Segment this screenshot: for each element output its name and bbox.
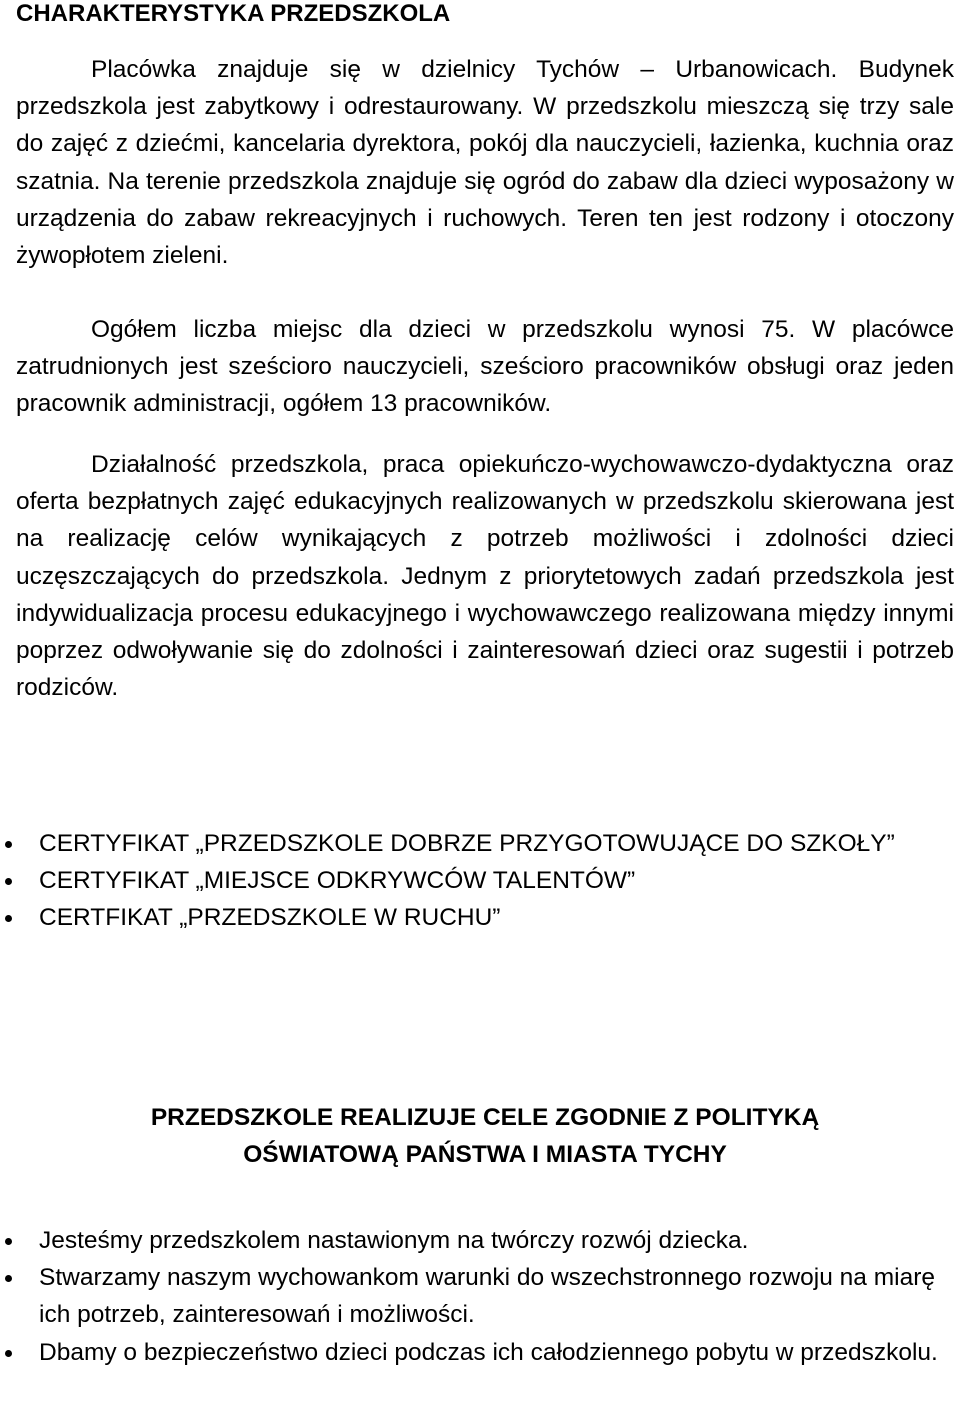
policy-heading-line1: PRZEDSZKOLE REALIZUJE CELE ZGODNIE Z POLITYKĄ <box>150 1104 820 1131</box>
paragraph-location: Placówka znajduje się w dzielnicy Tychów – Urbanowicach. Budynek przedszkola jest zabytkowy i odrestaurowany. W przedszkolu mieszczą się trzy sale do zajęć z dziećmi, kancelaria dyrektora, pokój dla nauczycieli, łazienka, kuchnia oraz szatnia. Na terenie przedszkola znajduje się ogród do zabaw dla dzieci wyposażony w urządzenia do zabaw rekreacyjnych i ruchowych. Teren ten jest rodzony i otoczony żywopłotem zieleni. <box>16 56 954 270</box>
list-item-goal: Dbamy o bezpieczeństwo dzieci podczas ich całodziennego pobytu w przedszkolu. <box>16 1334 954 1371</box>
policy-heading-line2: OŚWIATOWĄ PAŃSTWA I MIASTA TYCHY <box>243 1141 727 1168</box>
list-item-certificate: CERTFIKAT „PRZEDSZKOLE W RUCHU” <box>16 899 954 936</box>
list-item-certificate: CERTYFIKAT „PRZEDSZKOLE DOBRZE PRZYGOTOWUJĄCE DO SZKOŁY” <box>16 825 954 862</box>
paragraph-activities: Działalność przedszkola, praca opiekuńczo-wychowawczo-dydaktyczna oraz oferta bezpłatnych zajęć edukacyjnych realizowanych w przedszkolu skierowana jest na realizację celów wynikających z potrzeb możliwości i zdolności dzieci uczęszczających do przedszkola. Jednym z priorytetowych zadań przedszkola jest indywidualizacja procesu edukacyjnego i wychowawczego realizowana między innymi poprzez odwoływanie się do zdolności i zainteresowań dzieci oraz sugestii i potrzeb rodziców. <box>16 451 954 702</box>
certificates-list <box>16 825 954 937</box>
list-item-goal: Stwarzamy naszym wychowankom warunki do wszechstronnego rozwoju na miarę ich potrzeb, zainteresowań i możliwości. <box>16 1259 954 1333</box>
paragraph-staff: Ogółem liczba miejsc dla dzieci w przedszkolu wynosi 75. W placówce zatrudnionych jest sześcioro nauczycieli, sześcioro pracowników obsługi oraz jeden pracownik administracji, ogółem 13 pracowników. <box>16 316 954 418</box>
policy-heading <box>16 1099 954 1173</box>
section-title: CHARAKTERYSTYKA PRZEDSZKOLA <box>16 0 451 27</box>
goals-list <box>16 1222 954 1371</box>
list-item-certificate: CERTYFIKAT „MIEJSCE ODKRYWCÓW TALENTÓW” <box>16 862 954 899</box>
list-item-goal: Jesteśmy przedszkolem nastawionym na twórczy rozwój dziecka. <box>16 1222 954 1259</box>
